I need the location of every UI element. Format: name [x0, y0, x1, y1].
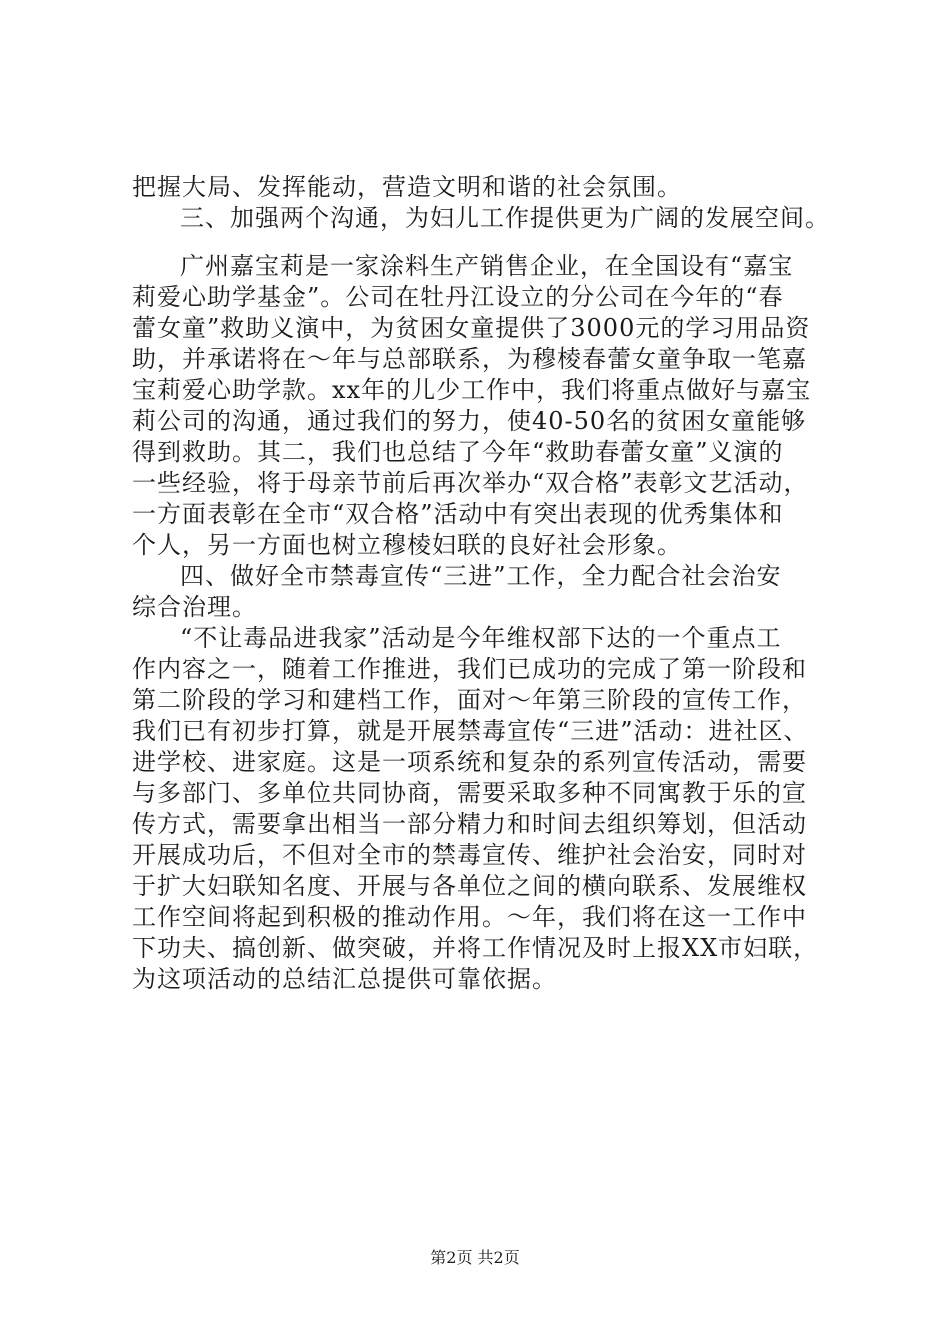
document-body	[132, 172, 832, 995]
section-heading-4: 四、做好全市禁毒宣传“三进”工作，全力配合社会治安	[180, 562, 782, 590]
text-line: 作内容之一，随着工作推进，我们已成功的完成了第一阶段和	[132, 655, 807, 683]
text-line: 广州嘉宝莉是一家涂料生产销售企业，在全国设有“嘉宝	[180, 252, 794, 280]
text-line: 下功夫、搞创新、做突破，并将工作情况及时上报XX市妇联，	[132, 934, 819, 962]
text-line: 第二阶段的学习和建档工作，面对～年第三阶段的宣传工作，	[132, 686, 807, 714]
text-line: 个人，另一方面也树立穆棱妇联的良好社会形象。	[132, 531, 682, 559]
text-line: 我们已有初步打算，就是开展禁毒宣传“三进”活动：进社区、	[132, 717, 809, 745]
text-line: 莉公司的沟通，通过我们的努力，使40-50名的贫困女童能够	[132, 407, 807, 435]
text-line: 为这项活动的总结汇总提供可靠依据。	[132, 965, 557, 993]
text-line: 传方式，需要拿出相当一部分精力和时间去组织筹划，但活动	[132, 810, 807, 838]
text-line: 宝莉爱心助学款。xx年的儿少工作中，我们将重点做好与嘉宝	[132, 376, 812, 404]
text-line: 综合治理。	[132, 593, 257, 621]
text-line: 助，并承诺将在～年与总部联系，为穆棱春蕾女童争取一笔嘉	[132, 345, 807, 373]
text-line: 得到救助。其二，我们也总结了今年“救助春蕾女童”义演的	[132, 438, 784, 466]
text-line: 工作空间将起到积极的推动作用。～年，我们将在这一工作中	[132, 903, 807, 931]
text-line: 开展成功后，不但对全市的禁毒宣传、维护社会治安，同时对	[132, 841, 807, 869]
section-heading-3: 三、加强两个沟通，为妇儿工作提供更为广阔的发展空间。	[180, 204, 830, 232]
text-line: 于扩大妇联知名度、开展与各单位之间的横向联系、发展维权	[132, 872, 807, 900]
page-number-footer: 第2页 共2页	[430, 1248, 520, 1267]
text-line: 一些经验，将于母亲节前后再次举办“双合格”表彰文艺活动，	[132, 469, 809, 497]
text-line: 莉爱心助学基金”。公司在牡丹江设立的分公司在今年的“春	[132, 283, 784, 311]
text-line: 一方面表彰在全市“双合格”活动中有突出表现的优秀集体和	[132, 500, 784, 528]
text-line: 蕾女童”救助义演中，为贫困女童提供了3000元的学习用品资	[132, 314, 811, 342]
text-line: 把握大局、发挥能动，营造文明和谐的社会氛围。	[132, 173, 682, 201]
paragraph-gap	[132, 234, 832, 251]
text-line: 进学校、进家庭。这是一项系统和复杂的系列宣传活动，需要	[132, 748, 807, 776]
text-line: “不让毒品进我家”活动是今年维权部下达的一个重点工	[180, 624, 782, 652]
text-line: 与多部门、多单位共同协商，需要采取多种不同寓教于乐的宣	[132, 779, 807, 807]
